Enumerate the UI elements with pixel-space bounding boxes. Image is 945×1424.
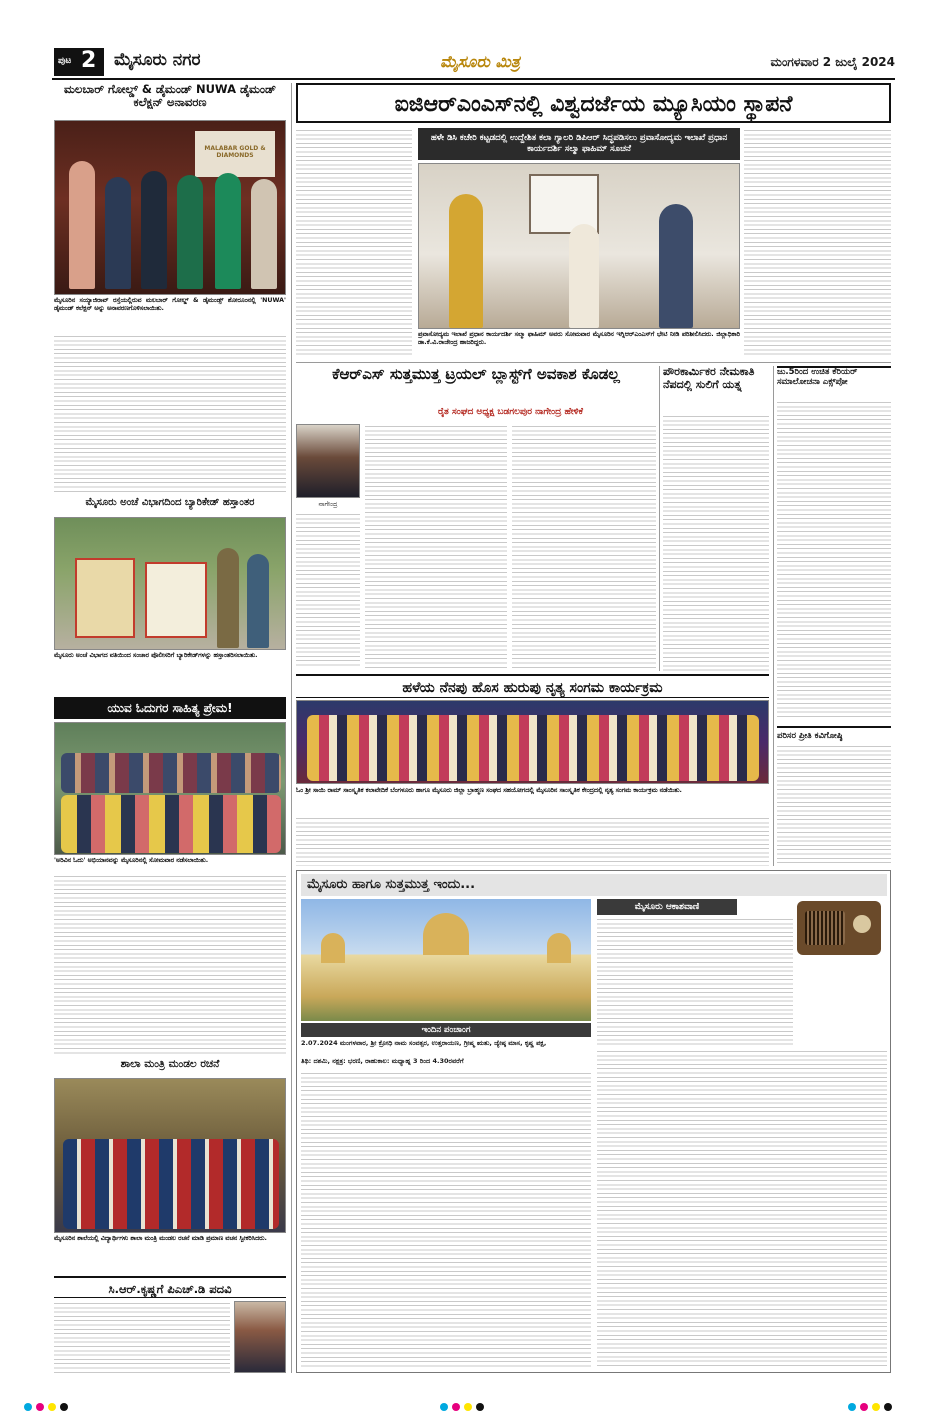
- registration-dot: [476, 1403, 484, 1411]
- person-figure: [177, 175, 203, 289]
- issue-date: ಮಂಗಳವಾರ 2 ಜುಲೈ 2024: [770, 55, 895, 69]
- section-rule: [296, 362, 891, 363]
- reading-photo: [54, 722, 286, 855]
- registration-dot: [36, 1403, 44, 1411]
- text-lines: [663, 414, 769, 671]
- school-headline: ಶಾಲಾ ಮಂತ್ರಿ ಮಂಡಲ ರಚನೆ: [120, 1058, 220, 1070]
- person-figure: [251, 179, 277, 289]
- barricade-panel: [145, 562, 207, 638]
- registration-dot: [48, 1403, 56, 1411]
- today-events-left: [301, 1071, 591, 1369]
- registration-dot: [884, 1403, 892, 1411]
- registration-dot: [872, 1403, 880, 1411]
- workers-headline: ಪೌರಕಾರ್ಮಿಕರ ನೇಮಕಾತಿ ನೆಪದಲ್ಲಿ ಸುಲಿಗೆ ಯತ್ನ: [663, 366, 755, 391]
- text-lines: [512, 424, 656, 669]
- reading-body: [54, 874, 286, 1056]
- person-figure: [105, 177, 131, 289]
- person-figure: [449, 194, 483, 328]
- phd-portrait: [234, 1301, 286, 1373]
- reading-caption: 'ಅರಿವಿನ ಓದು' ಅಭಿಯಾನವನ್ನು ಮೈಸೂರಿನಲ್ಲಿ ಸೋಮವಾರ ನಡೆಸಲಾಯಿತು.: [54, 857, 209, 864]
- paper-name: ಮೈಸೂರು ಮಿತ್ರ: [440, 52, 520, 71]
- text-lines: [597, 1049, 887, 1369]
- barricade-photo: [54, 517, 286, 650]
- palace-tower: [547, 933, 571, 963]
- palace-photo: [301, 899, 591, 1021]
- poetry-body: [777, 744, 891, 864]
- malabar-headline: ಮಲಬಾರ್ ಗೋಲ್ಡ್ & ಡೈಮಂಡ್ NUWA ಡೈಮಂಡ್ ಕಲೆಕ್ಷನ್ ಅನಾವರಣ: [63, 83, 277, 110]
- crowd-row: [61, 753, 281, 793]
- school-caption: ಮೈಸೂರಿನ ಶಾಲೆಯಲ್ಲಿ ವಿದ್ಯಾರ್ಥಿಗಳು ಶಾಲಾ ಮಂತ್ರಿ ಮಂಡಲ ರಚನೆ ಮಾಡಿ ಪ್ರಮಾಣ ವಚನ ಸ್ವೀಕರಿಸಿದರು.: [54, 1235, 267, 1242]
- palace-tower: [321, 933, 345, 963]
- column-rule: [773, 366, 774, 866]
- krs-portrait: [296, 424, 360, 498]
- krs-subhead: ರೈತ ಸಂಘದ ಅಧ್ಯಕ್ಷ ಬಡಗಲಪುರ ನಾಗೇಂದ್ರ ಹೇಳಿಕೆ: [437, 407, 583, 417]
- dance-body: [296, 816, 769, 866]
- barricade-headline: ಮೈಸೂರು ಅಂಚೆ ವಿಭಾಗದಿಂದ ಬ್ಯಾರಿಕೇಡ್ ಹಸ್ತಾಂತರ: [85, 497, 255, 508]
- barricade-panel: [75, 558, 135, 638]
- today-title: ಮೈಸೂರು ಹಾಗೂ ಸುತ್ತಮುತ್ತ ಇಂದು...: [301, 874, 887, 896]
- masthead-rule: [52, 78, 895, 80]
- radio-icon: [797, 901, 881, 955]
- malabar-body: [54, 334, 286, 494]
- radio-schedule-cont: [597, 1049, 887, 1369]
- panchanga-line: 2.07.2024 ಮಂಗಳವಾರ, ಶ್ರೀ ಕ್ರೋಧಿ ನಾಮ ಸಂವತ್ಸರ, ಉತ್ತರಾಯಣ, ಗ್ರೀಷ್ಮ ಋತು, ಜ್ಯೇಷ್ಠ ಮಾಸ, ಕೃಷ್ಣ ಪಕ್ಷ,: [301, 1039, 547, 1047]
- student-row: [63, 1139, 279, 1229]
- column-rule: [291, 83, 292, 1373]
- panchanga-line: ತಿಥಿ: ದಶಮಿ, ನಕ್ಷತ್ರ: ಭರಣಿ, ರಾಹುಕಾಲ: ಮಧ್ಯಾಹ್ನ 3 ರಿಂದ 4.30ರವರೆಗೆ: [301, 1057, 464, 1065]
- person-figure: [215, 173, 241, 289]
- dance-headline: ಹಳೆಯ ನೆನಪು ಹೊಸ ಹುರುಪು ನೃತ್ಯ ಸಂಗಮ ಕಾರ್ಯಕ್ರಮ: [296, 674, 769, 698]
- text-lines: [301, 1071, 591, 1369]
- phd-body: [54, 1301, 230, 1373]
- person-figure: [659, 204, 693, 328]
- text-lines: [744, 128, 891, 358]
- registration-dot: [440, 1403, 448, 1411]
- barricade-caption: ಮೈಸೂರು ಅಂಚೆ ವಿಭಾಗದ ವತಿಯಿಂದ ಸಂಚಾರ ಪೊಲೀಸರಿಗೆ ಬ್ಯಾರಿಕೇಡ್‌ಗಳನ್ನು ಹಸ್ತಾಂತರಿಸಲಾಯಿತು.: [54, 652, 258, 659]
- text-lines: [54, 874, 286, 1056]
- dance-photo: [296, 700, 769, 784]
- text-lines: [54, 1301, 230, 1373]
- lead-col3: [744, 128, 891, 358]
- showroom-sign-text: MALABAR GOLD & DIAMONDS: [204, 145, 266, 159]
- reading-headline: ಯುವ ಓದುಗರ ಸಾಹಿತ್ಯ ಪ್ರೇಮ!: [54, 697, 286, 719]
- registration-dot: [60, 1403, 68, 1411]
- palace-dome: [423, 913, 469, 955]
- person-figure: [569, 224, 599, 328]
- text-lines: [296, 512, 360, 669]
- person-figure: [247, 554, 269, 648]
- column-rule: [659, 366, 660, 671]
- showroom-sign: [195, 131, 275, 177]
- poetry-headline: ಪರಿಸರ ಪ್ರೀತಿ ಕವಿಗೋಷ್ಠಿ: [777, 726, 891, 742]
- krs-col2: [512, 424, 656, 669]
- text-lines: [777, 744, 891, 864]
- expo-body: [777, 400, 891, 720]
- person-figure: [141, 171, 167, 289]
- today-box: [296, 870, 891, 1373]
- page-number-badge: [54, 48, 104, 76]
- text-lines: [777, 400, 891, 720]
- lead-photo-caption: ಪ್ರವಾಸೋದ್ಯಮ ಇಲಾಖೆ ಪ್ರಧಾನ ಕಾರ್ಯದರ್ಶಿ ಸಲ್ಮಾ ಫಾಹಿಮ್ ಅವರು ಸೋಮವಾರ ಮೈಸೂರಿನ ಇಗ್ನಿಆರ್‌ಎಂಎಸ್‌ಗೆ ಭೇಟಿ ನೀಡಿ ಪರಿಶೀಲಿಸಿದರು. ಜಿಲ್ಲಾಧಿಕಾರಿ ಡಾ.ಕೆ.ವಿ.ರಾಜೇಂದ್ರ ಹಾಜರಿದ್ದರು.: [418, 331, 740, 347]
- page-badge-label: ಪುಟ: [58, 56, 72, 66]
- registration-dot: [860, 1403, 868, 1411]
- krs-col0: [296, 512, 360, 669]
- krs-headline: ಕೆಆರ್‌ಎಸ್ ಸುತ್ತಮುತ್ತ ಟ್ರಯಲ್ ಬ್ಲಾಸ್ಟ್‌ಗೆ ಅವಕಾಶ ಕೊಡಲ್ಲ: [332, 366, 620, 383]
- text-lines: [54, 334, 286, 494]
- expo-headline: ಜು.5ರಿಂದ ಉಚಿತ ಕೆರಿಯರ್ ಸಮಾಲೋಚನಾ ಎಕ್ಸ್‌ಪೋ: [777, 366, 891, 396]
- workers-body: [663, 414, 769, 671]
- radio-schedule: [597, 917, 793, 1047]
- text-lines: [597, 917, 793, 1047]
- radio-speaker: [805, 911, 845, 945]
- person-figure: [69, 161, 95, 289]
- malabar-photo: [54, 120, 286, 295]
- lead-subhead: ಹಳೇ ಡಿಸಿ ಕಚೇರಿ ಕಟ್ಟಡದಲ್ಲಿ ಉದ್ದೇಶಿತ ಕಲಾ ಗ್ಯಾಲರಿ ಡಿಪಿಆರ್ ಸಿದ್ಧಪಡಿಸಲು ಪ್ರವಾಸೋದ್ಯಮ ಇಲಾಖೆ ಪ್ರಧಾನ ಕಾರ್ಯದರ್ಶಿ ಸಲ್ಮಾ ಫಾಹಿಮ್ ಸೂಚನೆ: [418, 128, 740, 160]
- lead-col1: [296, 128, 412, 358]
- performer-row: [307, 715, 759, 781]
- radio-title: ಮೈಸೂರು ಆಕಾಶವಾಣಿ: [597, 899, 737, 915]
- section-title: ಮೈಸೂರು ನಗರ: [114, 50, 201, 70]
- person-figure: [217, 548, 239, 648]
- school-photo: [54, 1078, 286, 1233]
- krs-col1: [365, 424, 507, 669]
- text-lines: [296, 816, 769, 866]
- panchanga-title: ಇಂದಿನ ಪಂಚಾಂಗ: [301, 1023, 591, 1037]
- radio-dial: [853, 915, 871, 933]
- registration-dot: [452, 1403, 460, 1411]
- registration-dot: [464, 1403, 472, 1411]
- krs-photo-label: ನಾಗೇಂದ್ರ: [318, 500, 338, 508]
- page-number: 2: [81, 48, 97, 73]
- lead-headline: ಐಜಿಆರ್‌ಎಂಎಸ್‌ನಲ್ಲಿ ವಿಶ್ವದರ್ಜೆಯ ಮ್ಯೂಸಿಯಂ ಸ್ಥಾಪನೆ: [296, 83, 891, 123]
- dance-caption: ಓಂ ಶ್ರೀ ಸಾಯಿ ರಾಮ್ ಸಾಂಸ್ಕೃತಿಕ ಕಲಾವೇದಿಕೆ ಬೆಂಗಳೂರು ಹಾಗೂ ಮೈಸೂರು ಜಿಲ್ಲಾ ಬ್ರಾಹ್ಮಣ ಸಂಘದ ಸಹಯೋಗದಲ್ಲಿ ಮೈಸೂರಿನ ಸಾಂಸ್ಕೃತಿಕ ಕೇಂದ್ರದಲ್ಲಿ ನೃತ್ಯ ಸಂಗಮ ಕಾರ್ಯಕ್ರಮ ನಡೆಯಿತು.: [296, 787, 682, 794]
- crowd-row: [61, 795, 281, 853]
- registration-dot: [848, 1403, 856, 1411]
- malabar-caption: ಮೈಸೂರಿನ ಸಯ್ಯಾಜಿರಾವ್ ರಸ್ತೆಯಲ್ಲಿರುವ ಮಲಬಾರ್ ಗೋಲ್ಡ್ & ಡೈಮಂಡ್ಸ್ ಶೋರೂಂನಲ್ಲಿ 'NUWA' ಡೈಮಂಡ್ ಕಲೆಕ್ಷನ್ ಅನ್ನು ಅನಾವರಣಗೊಳಿಸಲಾಯಿತು.: [54, 297, 286, 313]
- text-lines: [365, 424, 507, 669]
- lead-photo: [418, 163, 740, 329]
- text-lines: [296, 128, 412, 358]
- phd-headline: ಸಿ.ಆರ್.ಕೃಷ್ಣಗೆ ಪಿಎಚ್.ಡಿ ಪದವಿ: [54, 1276, 286, 1298]
- registration-dot: [24, 1403, 32, 1411]
